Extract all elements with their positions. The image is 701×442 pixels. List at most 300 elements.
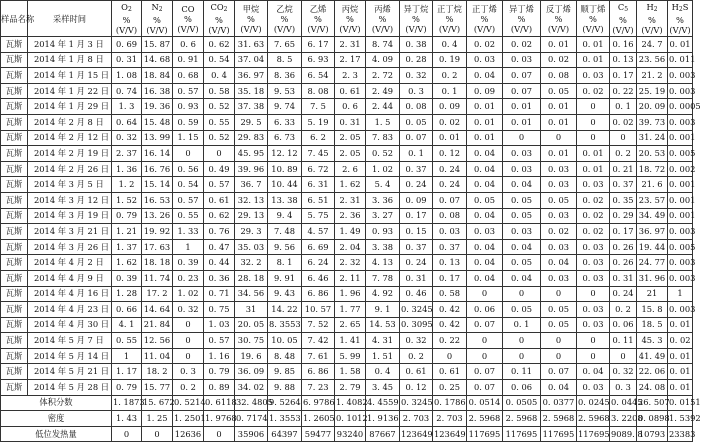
value-cell: 1. 96 — [335, 286, 366, 302]
component-name: 异丁烷 — [403, 3, 429, 14]
value-cell: 2. 65 — [335, 317, 366, 333]
value-cell: 0. 68 — [173, 68, 204, 84]
summary-value-cell: 1. 9136 — [366, 411, 400, 427]
sample-name-cell: 瓦斯 — [1, 270, 28, 286]
sample-date-cell: 2014 年 1 月 29 日 — [28, 99, 112, 115]
sample-date-cell: 2014 年 3 月 5 日 — [28, 177, 112, 193]
value-cell: 15. 87 — [142, 37, 173, 53]
value-cell: 0. 58 — [433, 286, 467, 302]
value-cell: 0. 07 — [503, 68, 541, 84]
header-component — [366, 1, 400, 37]
value-cell: 0 — [541, 130, 577, 146]
sample-date-cell: 2014 年 5 月 7 日 — [28, 333, 112, 349]
value-cell: 0 — [204, 146, 235, 162]
value-cell: 15. 77 — [142, 380, 173, 396]
header-component — [335, 1, 366, 37]
sample-name-cell: 瓦斯 — [1, 161, 28, 177]
value-cell: 0. 06 — [503, 380, 541, 396]
value-cell: 0. 002 — [668, 161, 693, 177]
value-cell: 0. 37 — [610, 177, 637, 193]
value-cell: 1. 51 — [366, 348, 400, 364]
header-component — [610, 1, 637, 37]
value-cell: 0. 57 — [173, 83, 204, 99]
value-cell: 34. 02 — [235, 380, 268, 396]
summary-value-cell: 87667 — [366, 426, 400, 442]
header-component — [433, 1, 467, 37]
table-row — [1, 302, 693, 318]
component-name: H — [646, 2, 654, 12]
value-cell: 0. 56 — [173, 161, 204, 177]
value-cell: 0. 16 — [610, 37, 637, 53]
table-row — [1, 114, 693, 130]
value-cell: 13. 38 — [268, 192, 302, 208]
value-cell: 15. 8 — [637, 302, 668, 318]
value-cell: 21. 84 — [142, 317, 173, 333]
value-cell: 29. 3 — [235, 224, 268, 240]
value-cell: 9. 88 — [268, 380, 302, 396]
value-cell: 0. 04 — [503, 270, 541, 286]
unit-volume: (V/V) — [438, 23, 461, 34]
value-cell: 11. 04 — [142, 348, 173, 364]
table-body — [1, 37, 701, 442]
value-cell: 1. 49 — [335, 224, 366, 240]
value-cell: 34. 49 — [637, 208, 668, 224]
summary-value-cell: 0. 1786 — [433, 395, 467, 411]
value-cell: 2. 72 — [366, 68, 400, 84]
value-cell: 8. 08 — [302, 83, 335, 99]
value-cell: 0. 07 — [467, 364, 503, 380]
value-cell: 2. 44 — [366, 99, 400, 115]
value-cell: 1. 41 — [335, 333, 366, 349]
value-cell: 3. 36 — [366, 192, 400, 208]
value-cell: 1 — [173, 239, 204, 255]
value-cell: 0. 003 — [668, 114, 693, 130]
value-cell: 21. 2 — [637, 68, 668, 84]
value-cell: 15. 48 — [142, 114, 173, 130]
value-cell: 0. 75 — [204, 302, 235, 318]
summary-value-cell: 3. 2208 — [610, 411, 637, 427]
value-cell: 0. 2 — [173, 380, 204, 396]
value-cell: 31 — [235, 302, 268, 318]
value-cell: 18. 18 — [142, 255, 173, 271]
summary-value-cell: 1. 5392 — [668, 411, 693, 427]
value-cell: 22. 06 — [637, 364, 668, 380]
header-row — [1, 1, 693, 37]
value-cell: 18. 72 — [637, 161, 668, 177]
value-cell: 7. 42 — [302, 333, 335, 349]
table-row — [1, 270, 693, 286]
value-cell: 0. 05 — [503, 192, 541, 208]
value-cell: 0. 04 — [541, 380, 577, 396]
value-cell: 2. 31 — [335, 192, 366, 208]
sample-name-cell: 瓦斯 — [1, 83, 28, 99]
value-cell: 0. 03 — [577, 255, 610, 271]
value-cell: 0. 26 — [610, 239, 637, 255]
sample-date-cell: 2014 年 5 月 14 日 — [28, 348, 112, 364]
value-cell: 1. 52 — [112, 192, 142, 208]
value-cell: 0 — [577, 286, 610, 302]
value-cell: 25. 19 — [637, 83, 668, 99]
summary-value-cell: 1. 1873 — [112, 395, 142, 411]
value-cell: 0. 22 — [610, 83, 637, 99]
value-cell: 18. 2 — [142, 364, 173, 380]
value-cell: 0. 01 — [668, 364, 693, 380]
value-cell: 37. 38 — [235, 99, 268, 115]
sample-date-cell: 2014 年 3 月 12 日 — [28, 192, 112, 208]
table-row — [1, 380, 693, 396]
value-cell: 0. 39 — [173, 255, 204, 271]
summary-value-cell: 23383 — [668, 426, 693, 442]
value-cell: 1. 2 — [112, 177, 142, 193]
table-row — [1, 83, 693, 99]
header-component — [503, 1, 541, 37]
sample-date-cell: 2014 年 3 月 21 日 — [28, 224, 112, 240]
value-cell: 41. 49 — [637, 348, 668, 364]
value-cell: 30. 75 — [235, 333, 268, 349]
value-cell: 0 — [173, 333, 204, 349]
value-cell: 0. 32 — [610, 364, 637, 380]
component-subscript: 2 — [127, 6, 132, 13]
value-cell: 0. 03 — [467, 52, 503, 68]
value-cell: 2. 79 — [335, 380, 366, 396]
unit-volume: (V/V) — [273, 23, 296, 34]
component-name: 乙烷 — [276, 3, 293, 14]
summary-value-cell: 0. 0898 — [637, 411, 668, 427]
value-cell: 0. 07 — [467, 380, 503, 396]
component-name: 正丁烯 — [472, 3, 497, 14]
value-cell: 5. 4 — [366, 177, 400, 193]
value-cell: 5. 19 — [302, 114, 335, 130]
value-cell: 0. 02 — [610, 114, 637, 130]
value-cell: 1. 77 — [335, 302, 366, 318]
header-component — [302, 1, 335, 37]
value-cell: 0. 05 — [503, 255, 541, 271]
summary-label-cell: 体积分数 — [1, 395, 112, 411]
value-cell: 10. 57 — [302, 302, 335, 318]
value-cell: 1 — [668, 286, 693, 302]
summary-row — [1, 426, 693, 442]
summary-row — [1, 411, 693, 427]
value-cell: 14. 22 — [268, 302, 302, 318]
sample-date-cell: 2014 年 3 月 26 日 — [28, 239, 112, 255]
value-cell: 0. 03 — [503, 52, 541, 68]
table-row — [1, 317, 693, 333]
unit-volume: (V/V) — [641, 25, 663, 35]
unit-percent: % — [346, 13, 354, 24]
summary-value-cell: 1. 2605 — [302, 411, 335, 427]
value-cell: 0. 61 — [335, 83, 366, 99]
summary-value-cell: 123649 — [400, 426, 433, 442]
component-name: O — [121, 2, 128, 12]
value-cell: 0. 001 — [668, 130, 693, 146]
value-cell: 0. 3095 — [400, 317, 433, 333]
sample-date-cell: 2014 年 4 月 16 日 — [28, 286, 112, 302]
sample-date-cell: 2014 年 1 月 3 日 — [28, 37, 112, 53]
value-cell: 0. 03 — [541, 161, 577, 177]
header-component — [400, 1, 433, 37]
value-cell: 0. 05 — [503, 208, 541, 224]
value-cell: 0. 19 — [433, 52, 467, 68]
value-cell: 9. 74 — [268, 99, 302, 115]
summary-value-cell: 0 — [204, 426, 235, 442]
table-row — [1, 99, 693, 115]
value-cell: 8. 74 — [366, 37, 400, 53]
value-cell: 0. 01 — [467, 114, 503, 130]
value-cell: 0. 24 — [400, 177, 433, 193]
value-cell: 0. 61 — [433, 364, 467, 380]
sample-name-cell: 瓦斯 — [1, 286, 28, 302]
header-component — [235, 1, 268, 37]
value-cell: 0. 54 — [173, 177, 204, 193]
value-cell: 6. 72 — [302, 161, 335, 177]
value-cell: 0. 01 — [577, 161, 610, 177]
value-cell: 0. 07 — [400, 130, 433, 146]
value-cell: 0. 17 — [610, 68, 637, 84]
value-cell: 10. 05 — [268, 333, 302, 349]
table-row — [1, 52, 693, 68]
value-cell: 16. 38 — [142, 83, 173, 99]
value-cell: 0. 01 — [668, 380, 693, 396]
summary-value-cell: 9089. 8 — [610, 426, 637, 442]
unit-percent: % — [215, 15, 223, 25]
value-cell: 6. 33 — [268, 114, 302, 130]
summary-value-cell: 1. 2501 — [173, 411, 204, 427]
value-cell: 0. 011 — [668, 52, 693, 68]
unit-percent: % — [122, 15, 131, 25]
value-cell: 0 — [541, 348, 577, 364]
value-cell: 7. 5 — [302, 99, 335, 115]
value-cell: 0. 54 — [204, 52, 235, 68]
value-cell: 39. 96 — [235, 161, 268, 177]
value-cell: 1. 21 — [112, 224, 142, 240]
value-cell: 6. 24 — [302, 255, 335, 271]
summary-value-cell: 0 — [112, 426, 142, 442]
value-cell: 17. 2 — [142, 286, 173, 302]
value-cell: 4. 13 — [366, 255, 400, 271]
value-cell: 0. 31 — [112, 52, 142, 68]
unit-volume: (V/V) — [510, 23, 533, 34]
value-cell: 0. 03 — [577, 270, 610, 286]
value-cell: 10. 89 — [268, 161, 302, 177]
summary-value-cell: 0. 5214 — [173, 395, 204, 411]
sample-date-cell: 2014 年 2 月 26 日 — [28, 161, 112, 177]
table-row — [1, 68, 693, 84]
value-cell: 0. 01 — [503, 114, 541, 130]
value-cell: 0. 01 — [467, 99, 503, 115]
unit-percent: % — [480, 13, 489, 24]
value-cell: 14. 64 — [142, 302, 173, 318]
summary-value-cell: 1. 25 — [142, 411, 173, 427]
component-name: H — [671, 2, 679, 12]
value-cell: 0. 61 — [400, 364, 433, 380]
value-cell: 0. 001 — [668, 208, 693, 224]
value-cell: 0. 11 — [503, 364, 541, 380]
value-cell: 0. 003 — [668, 83, 693, 99]
table-row — [1, 348, 693, 364]
value-cell: 0. 32 — [173, 302, 204, 318]
value-cell: 11. 74 — [142, 270, 173, 286]
value-cell: 0. 42 — [433, 317, 467, 333]
component-subscript: 5 — [624, 6, 629, 13]
component-suffix: S — [682, 2, 689, 12]
value-cell: 10. 44 — [268, 177, 302, 193]
unit-percent: % — [676, 15, 684, 25]
table-row — [1, 239, 693, 255]
value-cell: 0. 25 — [433, 380, 467, 396]
value-cell: 0. 91 — [173, 52, 204, 68]
value-cell: 0. 04 — [467, 68, 503, 84]
value-cell: 0. 29 — [610, 208, 637, 224]
value-cell: 36. 7 — [235, 177, 268, 193]
value-cell: 0. 05 — [503, 302, 541, 318]
summary-value-cell: 117695 — [577, 426, 610, 442]
value-cell: 32. 2 — [235, 255, 268, 271]
summary-label-cell: 密度 — [1, 411, 112, 427]
value-cell: 6. 54 — [302, 68, 335, 84]
value-cell: 0. 05 — [467, 192, 503, 208]
value-cell: 0. 001 — [668, 192, 693, 208]
sample-date-cell: 2014 年 2 月 19 日 — [28, 146, 112, 162]
unit-volume: (V/V) — [612, 25, 634, 35]
value-cell: 0. 03 — [577, 177, 610, 193]
value-cell: 21. 6 — [637, 177, 668, 193]
value-cell: 2. 32 — [335, 255, 366, 271]
sample-name-cell: 瓦斯 — [1, 302, 28, 318]
value-cell: 0. 22 — [433, 333, 467, 349]
sample-name-cell: 瓦斯 — [1, 364, 28, 380]
value-cell: 0. 11 — [610, 333, 637, 349]
sample-name-cell: 瓦斯 — [1, 192, 28, 208]
value-cell: 0. 0005 — [668, 99, 693, 115]
component-name: 乙烯 — [309, 3, 327, 14]
value-cell: 3. 38 — [366, 239, 400, 255]
value-cell: 0. 17 — [433, 270, 467, 286]
value-cell: 0. 09 — [400, 192, 433, 208]
value-cell: 0. 03 — [541, 270, 577, 286]
value-cell: 0. 07 — [467, 317, 503, 333]
value-cell: 0 — [467, 333, 503, 349]
value-cell: 2. 3 — [335, 68, 366, 84]
unit-volume: (V/V) — [371, 23, 394, 34]
value-cell: 0. 05 — [541, 317, 577, 333]
value-cell: 0. 59 — [173, 114, 204, 130]
unit-percent: % — [445, 13, 454, 24]
value-cell: 7. 45 — [302, 146, 335, 162]
value-cell: 0. 03 — [577, 68, 610, 84]
value-cell: 0. 03 — [541, 239, 577, 255]
value-cell: 0. 64 — [112, 114, 142, 130]
value-cell: 0 — [577, 99, 610, 115]
value-cell: 0. 01 — [433, 130, 467, 146]
value-cell: 0. 02 — [541, 224, 577, 240]
component-name: 丙烷 — [341, 3, 359, 14]
value-cell: 0. 03 — [503, 224, 541, 240]
value-cell: 29. 13 — [235, 208, 268, 224]
header-component — [112, 1, 142, 37]
summary-value-cell: 64397 — [268, 426, 302, 442]
value-cell: 0. 3245 — [400, 302, 433, 318]
summary-value-cell: 0. 3245 — [400, 395, 433, 411]
value-cell: 17. 63 — [142, 239, 173, 255]
header-component — [142, 1, 173, 37]
value-cell: 36. 97 — [637, 224, 668, 240]
value-cell: 36. 97 — [235, 68, 268, 84]
summary-value-cell: 117695 — [541, 426, 577, 442]
value-cell: 1. 5 — [366, 114, 400, 130]
value-cell: 0. 04 — [467, 255, 503, 271]
sample-date-cell: 2014 年 5 月 21 日 — [28, 364, 112, 380]
value-cell: 8. 1 — [268, 255, 302, 271]
summary-value-cell: 0. 0151 — [668, 395, 693, 411]
value-cell: 0. 05 — [400, 114, 433, 130]
value-cell: 7. 65 — [268, 37, 302, 53]
value-cell: 0. 005 — [668, 146, 693, 162]
value-cell: 0. 76 — [204, 224, 235, 240]
value-cell: 14. 68 — [142, 52, 173, 68]
value-cell: 0. 62 — [204, 37, 235, 53]
component-name: N — [151, 2, 159, 12]
component-subscript: 2 — [678, 6, 683, 13]
value-cell: 0. 79 — [204, 364, 235, 380]
value-cell: 0. 08 — [433, 208, 467, 224]
value-cell: 0. 93 — [366, 224, 400, 240]
value-cell: 0. 01 — [668, 37, 693, 53]
sample-name-cell: 瓦斯 — [1, 114, 28, 130]
sample-date-cell: 2014 年 5 月 28 日 — [28, 380, 112, 396]
sample-name-cell: 瓦斯 — [1, 380, 28, 396]
value-cell: 0. 69 — [112, 37, 142, 53]
value-cell: 2. 6 — [335, 161, 366, 177]
value-cell: 0. 57 — [173, 192, 204, 208]
value-cell: 0. 1 — [433, 83, 467, 99]
value-cell: 0. 57 — [204, 333, 235, 349]
value-cell: 31. 96 — [637, 270, 668, 286]
value-cell: 0. 3 — [173, 364, 204, 380]
unit-percent: % — [378, 13, 387, 24]
value-cell: 1. 62 — [335, 177, 366, 193]
value-cell: 0. 32 — [400, 333, 433, 349]
header-component — [204, 1, 235, 37]
value-cell: 19. 36 — [142, 99, 173, 115]
table-row — [1, 364, 693, 380]
value-cell: 0. 04 — [467, 208, 503, 224]
value-cell: 0 — [503, 130, 541, 146]
summary-value-cell: 2. 5968 — [577, 411, 610, 427]
unit-volume: (V/V) — [582, 23, 604, 34]
value-cell: 0 — [503, 333, 541, 349]
value-cell: 0. 12 — [433, 146, 467, 162]
value-cell: 7. 83 — [366, 130, 400, 146]
value-cell: 0. 31 — [400, 270, 433, 286]
value-cell: 0. 01 — [541, 37, 577, 53]
value-cell: 9. 4 — [268, 208, 302, 224]
table-header — [1, 1, 693, 37]
component-name: 顺丁烯 — [580, 3, 606, 14]
unit-volume: (V/V) — [405, 23, 427, 34]
value-cell: 0. 03 — [433, 224, 467, 240]
value-cell: 0. 03 — [577, 239, 610, 255]
summary-value-cell: 1. 43 — [112, 411, 142, 427]
table-row — [1, 333, 693, 349]
sample-date-cell: 2014 年 4 月 30 日 — [28, 317, 112, 333]
value-cell: 7. 52 — [302, 317, 335, 333]
value-cell: 0. 04 — [503, 177, 541, 193]
value-cell: 2. 17 — [335, 52, 366, 68]
value-cell: 0. 93 — [173, 99, 204, 115]
unit-percent: % — [554, 13, 563, 24]
value-cell: 0. 04 — [467, 270, 503, 286]
component-subscript: 2 — [223, 6, 228, 13]
